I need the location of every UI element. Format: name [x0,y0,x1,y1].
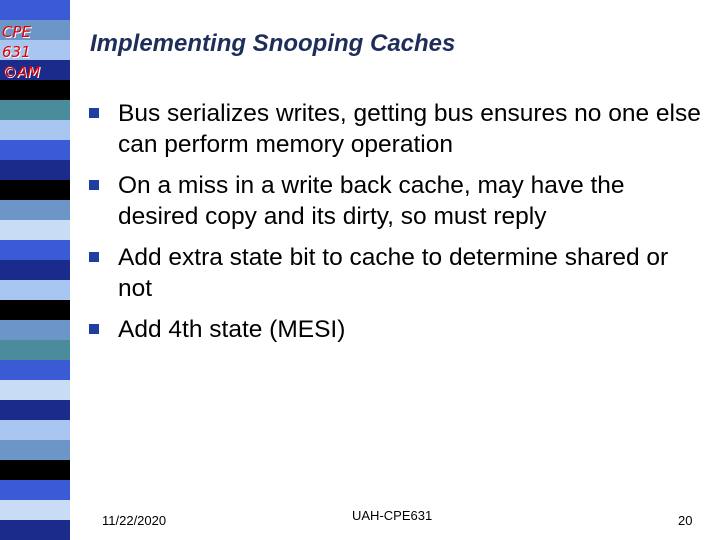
footer-course: UAH-CPE631 [352,508,433,523]
footer-date: 11/22/2020 [102,513,167,528]
color-bar-stripe [0,280,70,301]
bullet-text: On a miss in a write back cache, may have the desired copy and its dirty, so must reply [118,172,625,230]
color-bar-stripe [0,0,70,21]
bullet-item [84,98,704,160]
color-bar-stripe [0,80,70,101]
square-bullet-icon [89,252,99,262]
bullet-list [84,98,704,355]
color-bar-stripe [0,160,70,181]
color-bar-stripe [0,320,70,341]
color-bar-stripe [0,420,70,441]
bullet-text: Add extra state bit to cache to determine shared or not [118,244,669,302]
color-bar-stripe [0,460,70,481]
color-bar-stripe [0,300,70,321]
color-bar-stripe [0,240,70,261]
color-bar-stripe [0,400,70,421]
square-bullet-icon [89,180,99,190]
logo-line-3: ©AM [2,63,41,81]
square-bullet-icon [89,108,99,118]
color-bar-stripe [0,480,70,501]
bullet-text: Bus serializes writes, getting bus ensures no one else can perform memory operation [118,100,701,158]
bullet-item [84,314,704,345]
square-bullet-icon [89,324,99,334]
bullet-item [84,170,704,232]
color-bar-stripe [0,200,70,221]
slide-title: Implementing Snooping Caches [90,30,456,57]
color-bar-stripe [0,100,70,121]
course-logo [2,22,62,82]
color-bar-stripe [0,220,70,241]
color-bar-stripe [0,440,70,461]
logo-line-1: CPE [2,23,31,41]
color-bar-stripe [0,260,70,281]
color-bar-stripe [0,380,70,401]
bullet-text: Add 4th state (MESI) [118,316,346,343]
color-bar-stripe [0,340,70,361]
color-bar-stripe [0,500,70,521]
color-bar-stripe [0,520,70,540]
page-number: 20 [678,513,693,528]
color-bar-stripe [0,180,70,201]
color-bar-stripe [0,360,70,381]
bullet-item [84,242,704,304]
color-bar-stripe [0,120,70,141]
color-bar-stripe [0,140,70,161]
logo-line-2: 631 [2,43,31,61]
